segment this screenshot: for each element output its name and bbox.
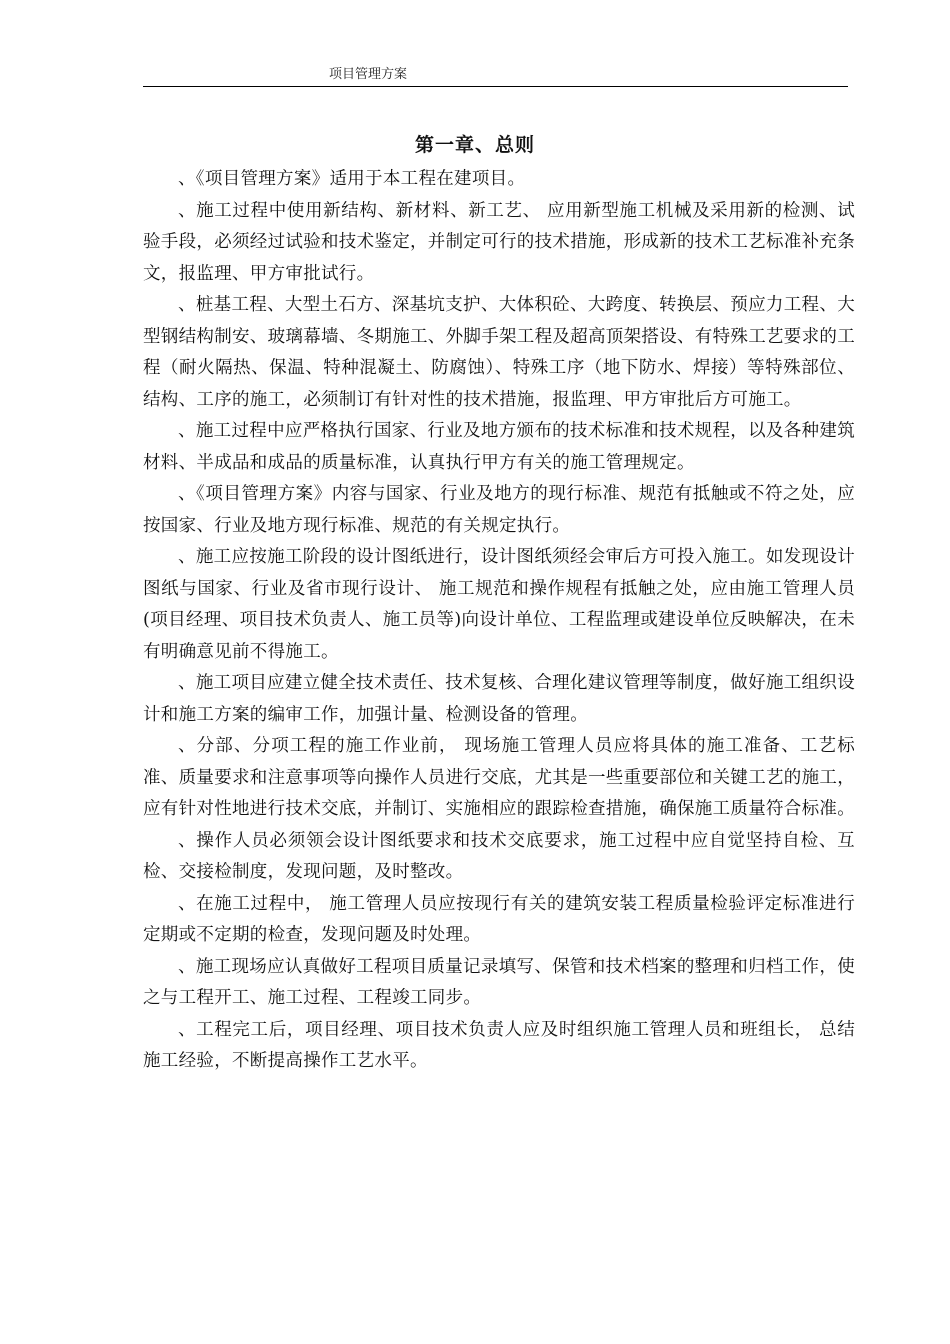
paragraph-9: 、操作人员必须领会设计图纸要求和技术交底要求，施工过程中应自觉坚持自检、互检、交接检制度，发现问题，及时整改。 — [143, 830, 855, 882]
paragraph-3: 、桩基工程、大型土石方、深基坑支护、大体积砼、大跨度、转换层、预应力工程、大型钢结构制安、玻璃幕墙、冬期施工、外脚手架工程及超高顶架搭设、有特殊工艺要求的工程（耐火隔热、保温、特种混凝土、防腐蚀）、特殊工序（地下防水、焊接）等特殊部位、结构、工序的施工，必须制订有针对性的技术措施，报监理、甲方审批后方可施工。 — [143, 295, 855, 410]
page-header — [143, 66, 848, 87]
paragraph-6: 、施工应按施工阶段的设计图纸进行，设计图纸须经会审后方可投入施工。如发现设计图纸与国家、行业及省市现行设计、 施工规范和操作规程有抵触之处，应由施工管理人员(项目经理、项目技术负责人、施工员等)向设计单位、工程监理或建设单位反映解决，在未有明确意见前不得施工。 — [143, 547, 855, 662]
paragraph-4: 、施工过程中应严格执行国家、行业及地方颁布的技术标准和技术规程，以及各种建筑材料、半成品和成品的质量标准，认真执行甲方有关的施工管理规定。 — [143, 421, 855, 473]
paragraph-1: 、《项目管理方案》适用于本工程在建项目。 — [178, 169, 526, 189]
chapter-title: 第一章、总则 — [414, 133, 535, 156]
paragraph-8: 、分部、分项工程的施工作业前， 现场施工管理人员应将具体的施工准备、工艺标准、质量要求和注意事项等向操作人员进行交底，尤其是一些重要部位和关键工艺的施工，应有针对性地进行技术交底，并制订、实施相应的跟踪检查措施，确保施工质量符合标准。 — [143, 736, 855, 819]
paragraph-2: 、施工过程中使用新结构、新材料、新工艺、 应用新型施工机械及采用新的检测、试验手段，必须经过试验和技术鉴定，并制定可行的技术措施，形成新的技术工艺标准补充条文，报监理、甲方审批试行。 — [143, 200, 855, 284]
document-body — [143, 164, 855, 1078]
paragraph-12: 、工程完工后，项目经理、项目技术负责人应及时组织施工管理人员和班组长， 总结施工经验，不断提高操作工艺水平。 — [143, 1019, 855, 1071]
paragraph-11: 、施工现场应认真做好工程项目质量记录填写、保管和技术档案的整理和归档工作，使之与工程开工、施工过程、工程竣工同步。 — [143, 956, 855, 1008]
paragraph-7: 、施工项目应建立健全技术责任、技术复核、合理化建议管理等制度，做好施工组织设计和施工方案的编审工作，加强计量、检测设备的管理。 — [143, 673, 855, 725]
paragraph-5: 、《项目管理方案》内容与国家、行业及地方的现行标准、规范有抵触或不符之处，应按国家、行业及地方现行标准、规范的有关规定执行。 — [143, 484, 855, 536]
header-title: 项目管理方案 — [329, 67, 408, 82]
paragraph-10: 、在施工过程中， 施工管理人员应按现行有关的建筑安装工程质量检验评定标准进行定期或不定期的检查，发现问题及时处理。 — [143, 893, 855, 945]
